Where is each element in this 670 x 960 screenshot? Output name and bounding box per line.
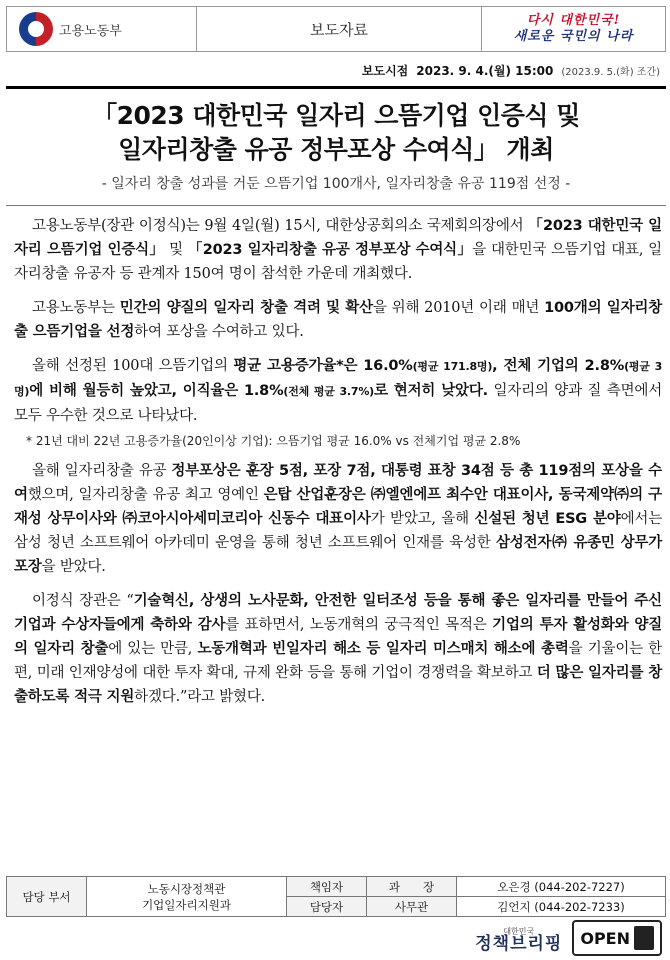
dept-names: 노동시장정책관 기업일자리지원과 bbox=[87, 877, 287, 917]
staff-title: 사무관 bbox=[367, 897, 457, 917]
press-header bbox=[6, 6, 666, 52]
responsible-label: 책임자 bbox=[287, 877, 367, 897]
slogan-line-1: 다시 대한민국! bbox=[526, 13, 621, 28]
staff-label: 담당자 bbox=[287, 897, 367, 917]
government-emblem-icon bbox=[19, 12, 53, 46]
slogan-line-2: 새로운 국민의 나라 bbox=[513, 29, 634, 44]
paragraph-2: 고용노동부는 민간의 양질의 일자리 창출 격려 및 확산을 위해 2010년 이래 매년 100개의 일자리창출 으뜸기업을 선정하여 포상을 수여하고 있다. bbox=[14, 300, 663, 340]
license-type-icon bbox=[634, 926, 654, 950]
policy-briefing-logo: 대한민국 정책브리핑 bbox=[475, 927, 563, 954]
open-license-badge: OPEN bbox=[572, 920, 662, 956]
footnote: * 21년 대비 22년 고용증가율(20인이상 기업): 으뜸기업 평균 16.0% vs 전체기업 평균 2.8% bbox=[26, 434, 521, 448]
release-morning-edition: (2023.9. 5.(화) 조간) bbox=[561, 67, 660, 78]
responsible-title: 과 장 bbox=[367, 877, 457, 897]
staff-person: 김언지 (044-202-7233) bbox=[457, 897, 666, 917]
paragraph-5: 이정식 장관은 “기술혁신, 상생의 노사문화, 안전한 일터조성 등을 통해 좋은 일자리를 만들어 주신 기업과 수상자들에게 축하와 감사를 표하면서, 노동개혁의 궁극적인 목적은 기업의 투자 활성화와 양질의 일자리 창출에 있는 만큼, 노동개혁과 빈일자리 해소 등 일자리 미스매치 해소에 총력을 기울이는 한편, 미래 인재양성에 대한 투자 확대, 규제 완화 등을 통해 기업이 경쟁력을 확보하고 더 많은 일자리를 창출하도록 적극 지원하겠다.”라고 밝혔다. bbox=[14, 593, 663, 705]
headline-line-2: 일자리창출 유공 정부포상 수여식」 개최 bbox=[118, 135, 554, 164]
paragraph-4: 올해 일자리창출 유공 정부포상은 훈장 5점, 포장 7점, 대통령 표창 34점 등 총 119점의 포상을 수여했으며, 일자리창출 유공 최고 영예인 은탑 산업훈장은 ㈜엘엔에프 최수안 대표이사, 동국제약㈜의 구재성 상무이사와 ㈜코아시아세미코리아 신동수 대표이사가 받았고, 올해 신설된 청년 ESG 분야에서는 삼성 청년 소프트웨어 아카데미 운영을 통해 청년 소프트웨어 인재를 육성한 삼성전자㈜ 유종민 상무가 포장을 받았다. bbox=[14, 463, 662, 575]
release-datetime: 2023. 9. 4.(월) 15:00 bbox=[416, 64, 554, 78]
article-body bbox=[14, 214, 662, 719]
responsible-person: 오은경 (044-202-7227) bbox=[457, 877, 666, 897]
headline-line-1: 「2023 대한민국 일자리 으뜸기업 인증식 및 bbox=[92, 101, 580, 130]
release-label: 보도시점 bbox=[361, 64, 409, 78]
ministry-name: 고용노동부 bbox=[59, 23, 122, 39]
document-type: 보도자료 bbox=[197, 7, 482, 51]
ministry-logo-cell bbox=[7, 7, 197, 51]
paragraph-1: 고용노동부(장관 이정식)는 9월 4일(월) 15시, 대한상공회의소 국제회의장에서 「2023 대한민국 일자리 으뜸기업 인증식」 및 「2023 일자리창출 유공 정부포상 수여식」을 대한민국 으뜸기업 대표, 일자리창출 유공자 등 관계자 150여 명이 참석한 가운데 개최했다. bbox=[14, 218, 662, 282]
dept-label: 담당 부서 bbox=[7, 877, 87, 917]
headline-box bbox=[6, 86, 666, 206]
release-time bbox=[362, 62, 660, 79]
headline bbox=[6, 99, 666, 167]
subheadline: - 일자리 창출 성과를 거둔 으뜸기업 100개사, 일자리창출 유공 119점 선정 - bbox=[101, 176, 571, 192]
footer-logos bbox=[475, 920, 662, 956]
contact-table bbox=[6, 876, 666, 917]
slogan bbox=[482, 7, 665, 51]
paragraph-3: 올해 선정된 100대 으뜸기업의 평균 고용증가율*은 16.0%(평균 171.8명), 전체 기업의 2.8%(평균 3명)에 비해 월등히 높았고, 이직율은 1.8%(전체 평균 3.7%)로 현저히 낮았다. 일자리의 양과 질 측면에서 모두 우수한 것으로 나타났다. bbox=[14, 358, 663, 424]
